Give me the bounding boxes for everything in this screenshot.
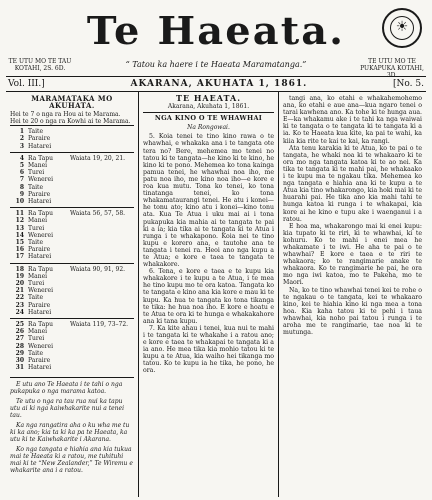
calendar-days	[10, 210, 70, 260]
calendar-day-name: Ra Tapu	[28, 265, 53, 273]
calendar-day-number: 7	[19, 176, 24, 184]
calendar-day-name: Hatarei	[28, 198, 52, 206]
calendar-day-number: 3	[19, 142, 24, 150]
calendar-day-number: 27	[15, 335, 24, 343]
newspaper-title: Te Haeata.	[86, 8, 346, 53]
calendar-day	[10, 364, 70, 371]
section-date: Akarana, Akuhata 1, 1861.	[167, 103, 250, 111]
article-title: NGA KINO O TE WHAWHAI	[154, 114, 263, 123]
calendar-day-number: 9	[19, 190, 24, 198]
calendar-reading: Waiata 56, 57, 58.	[70, 210, 126, 218]
article-paragraph: 7. Ka kite ahau i tenei, kua nui te mahi i te tangata ki te whakahe i a ratou ano; e kore e taea te whakapai te tangata ki a ia ano. He mea tika kia mohio tatou ki te kupu a te Atua, kia waiho hei tikanga mo tatou. Ko te kupu ia he tika, he pono, he ora.	[143, 324, 274, 375]
seal-emblem	[382, 8, 422, 48]
subscription-price-note: TE UTU MO TE TAU KOTAHI, 2S. 6D.	[8, 58, 72, 72]
calendar-day-number: 6	[19, 169, 24, 177]
calendar-day-number: 30	[15, 357, 24, 365]
calendar-day-name: Taite	[28, 349, 43, 357]
calendar-day-number: 21	[15, 287, 24, 295]
calendar-reading: Waiata 119, 73–72.	[70, 321, 129, 329]
issue-number: [No. 5.	[393, 79, 424, 89]
calendar-day	[10, 253, 70, 260]
calendar-week	[10, 125, 134, 152]
calendar-reading: Waiata 90, 91, 92.	[70, 265, 126, 273]
volume-label: Vol. III.]	[8, 79, 45, 89]
calendar-day	[10, 266, 70, 273]
page-columns	[6, 92, 426, 497]
issue-date: AKARANA, AKUHATA 1, 1861.	[130, 79, 308, 89]
calendar-day	[10, 239, 70, 246]
calendar-day-number: 14	[15, 231, 24, 239]
calendar-day-number: 8	[19, 183, 24, 191]
article-paragraph: 6. Tena, e kore e taea e te kupu kia whakakore i te kupu a te Atua, i te mea he tino kupu mo te ora katoa. Tangata ko te tangata e kino ana kia kore e mau ki te kupu. Ka hua te tangata ko tona tikanga te tika: he hua noa iho. E kore e hoatu e te Atua te ora ki te hunga e whakakahore ana ki tana kupu.	[143, 268, 274, 325]
calendar-day-number: 12	[15, 217, 24, 225]
motto: “ Tatou ka haere i te Haeata Maramatanga.”	[125, 60, 307, 69]
calendar-day-name: Manei	[28, 162, 48, 169]
calendar-day	[10, 343, 70, 350]
calendar-day-number: 19	[15, 272, 24, 280]
calendar-day-name: Ra Tapu	[28, 210, 53, 218]
calendar-day-number: 20	[15, 280, 24, 288]
calendar-day	[10, 321, 70, 328]
calendar-day-number: 4	[19, 154, 24, 162]
article-paragraph: Ata tenu karakia ki te Atua, ko te pai o te tangata, he whaki noa ki te whakaaro ki te ora mo nga tangata katoa ki te ao nei. Ka tika te tangata ki te mahi pai, he whakaako i te kupu ma te ngakau tika. Mehemea ko nga tangata e hiahia ana ki te kupu a te Atua kia tino whakarongo, kia hoki mai ki te huarahi pai. He tika ano kia mahi tahi te hunga katoa ki runga i te whakapai, kia kore ai he kino e tupu ake i waenganui i a ratou.	[283, 144, 422, 223]
calendar-day	[10, 294, 70, 301]
calendar-day-name: Paraire	[28, 135, 51, 143]
calendar-day-number: 1	[19, 128, 24, 136]
article-column-left	[139, 92, 279, 497]
section-title: TE HAEATA.	[176, 93, 241, 103]
calendar-day-number: 13	[15, 224, 24, 232]
calendar-day	[10, 169, 70, 176]
calendar-day-number: 29	[15, 349, 24, 357]
calendar-week	[10, 152, 134, 207]
calendar-day	[10, 128, 70, 135]
calendar-day-name: Paraire	[28, 190, 51, 198]
calendar-day-number: 28	[15, 342, 24, 350]
calendar-reading	[70, 128, 134, 150]
publication-note: Ka nga rangatira aha o ku wha me tu ki ka ano; kia ta ki ka pa te Haeata, ka utu ki te Kaiwhakarite i Akarana.	[10, 422, 130, 444]
calendar-day-number: 22	[15, 294, 24, 302]
calendar-day-name: Paraire	[28, 246, 51, 254]
calendar-day-name: Wenerei	[28, 342, 53, 350]
calendar-moon-note: Hei te 20 o nga ra Kowhi ai te Marama.	[10, 118, 131, 126]
calendar-day-number: 23	[15, 301, 24, 309]
single-copy-price-note: TE UTU MO TE PUKAPUKA KOTAHI, 3D.	[360, 58, 424, 79]
calendar-day	[10, 198, 70, 205]
calendar-week	[10, 318, 134, 373]
calendar-day	[10, 162, 70, 169]
calendar-day-name: Taite	[28, 183, 43, 191]
calendar-day-name: Wenerei	[28, 287, 53, 295]
publication-note: Ko nga tangata e hiahia ana kia tukua mai te Haeata ki a ratou, me tuhituhi mai ki te “New Zealander,” Te Wiremu e whakarite ana i a ratou.	[10, 446, 133, 475]
calendar-day	[10, 273, 70, 280]
calendar-reading: Waiata 19, 20, 21.	[70, 154, 126, 162]
calendar-day-name: Ra Tapu	[28, 321, 53, 329]
calendar-day-name: Ra Tapu	[28, 154, 53, 162]
calendar-day-name: Manei	[28, 272, 48, 280]
calendar-day-number: 2	[19, 135, 24, 143]
calendar-day	[10, 309, 70, 316]
calendar-days	[10, 266, 70, 316]
calendar-day	[10, 246, 70, 253]
calendar-day-name: Turei	[28, 224, 45, 232]
calendar-column	[6, 92, 139, 497]
calendar-day-name: Turei	[28, 280, 45, 288]
calendar-day	[10, 302, 70, 309]
calendar-day-number: 5	[19, 162, 24, 169]
calendar-day	[10, 143, 70, 150]
calendar-day-name: Manei	[28, 217, 48, 225]
calendar-day-name: Taite	[28, 294, 43, 302]
dateline	[6, 77, 426, 91]
calendar-day	[10, 176, 70, 183]
calendar-day	[10, 135, 70, 142]
article-paragraph: E hoa ma, whakarongo mai ki enei kupu: kia tupato ki te riri, ki te whawhai, ki te kohuru. Ko te mahi i enei mea he whakamate i te iwi. He aha te pai o te whawhai? E kore e taea e te riri te whakaora; ko te rangimarie anake te whakaora. Ko te rangimarie he pai, he ora mo nga iwi katoa, mo te Pakeha, mo te Maori.	[283, 222, 422, 287]
calendar-weeks	[10, 125, 134, 373]
calendar-day-name: Hatarei	[28, 308, 52, 316]
calendar-day-name: Turei	[28, 335, 45, 343]
calendar-day-name: Taite	[28, 128, 43, 136]
calendar-day	[10, 155, 70, 162]
calendar-day-number: 24	[15, 308, 24, 316]
calendar-day	[10, 210, 70, 217]
calendar-day-number: 18	[15, 265, 24, 273]
publication-notes	[10, 377, 134, 474]
publication-note: Te utu o nga ra tau rua nui ka tapu utu ai ki nga kaiwhakarite nui a tenei tau.	[10, 398, 125, 420]
calendar-day-name: Paraire	[28, 301, 51, 309]
calendar-day-number: 31	[15, 364, 24, 372]
calendar-day	[10, 184, 70, 191]
calendar-day-name: Manei	[28, 328, 48, 336]
calendar-day-number: 25	[15, 321, 24, 329]
calendar-day	[10, 280, 70, 287]
article-byline: Na Rongowai.	[187, 124, 230, 132]
calendar-day-number: 15	[15, 239, 24, 247]
calendar-days	[10, 321, 70, 371]
calendar-day-name: Paraire	[28, 357, 51, 365]
calendar-day-number: 16	[15, 246, 24, 254]
calendar-day	[10, 335, 70, 342]
calendar-day-name: Turei	[28, 169, 45, 177]
calendar-day-number: 11	[15, 210, 24, 218]
publication-note: E utu ano Te Haeata i te tahi o nga pukapuka o nga marama katoa.	[10, 381, 123, 396]
article-body-right	[283, 95, 422, 336]
calendar-day	[10, 287, 70, 294]
calendar-week	[10, 263, 134, 318]
calendar-day	[10, 232, 70, 239]
calendar-day	[10, 328, 70, 335]
calendar-moon-note: Hei te 7 o nga ra Hou ai te Marama.	[10, 111, 121, 119]
calendar-day-name: Wenerei	[28, 176, 53, 184]
article-paragraph: Na, ko te tino whawhai tenei kei te rohe o te ngakau o te tangata, kei te whakaaro kino, kei te hiahia kino ki nga mea a tona hoa. Kia kaha tatou ki te pehi i taua whawhai, kia noho pai tatou i runga i te aroha me te rangimarie, tae noa ki te mutunga.	[283, 286, 422, 337]
calendar-day-name: Hatarei	[28, 253, 52, 261]
article-column-right	[279, 92, 426, 497]
calendar-title: MARAMATAKA MO AKUHATA.	[31, 94, 113, 111]
calendar-day-name: Taite	[28, 239, 43, 247]
article-paragraph: 5. Koia tenei te tino kino rawa o te whawhai, e whakaka ana i te tangata ote tera no? Bere, mehemea mo tenei no tatou ki te tangata—he kino ki te kino, he kino ki te pono. Mehemea ko tona kainga pamua tenei, he whawhai noa iho, me patu noa iho, me kino noa iho—e kore e roa kua mutu. Tona ko tenei, ko tona tinatanga tenei, ko tona whakamataurangi tenei. He atu i konei—he tonu ato; kino atu i konei—kino tonu ata. Kua Te Atua i uku mai ai i tona pukapuka kia mahia ai te tangata te pai ki a ia; kia tika ai te tangata ki te Atua i runga i te whakapono. Koia nei te tino kupu e korero ana, e tautohe ana te tangata i tenei ra. Heoi ano nga kupu a te Atua; e kore e taea te tangata te whakakore.	[143, 133, 274, 269]
section-rule	[143, 112, 274, 113]
calendar-day	[10, 350, 70, 357]
calendar-day	[10, 225, 70, 232]
calendar-days	[10, 155, 70, 205]
calendar-day	[10, 191, 70, 198]
calendar-day-name: Hatarei	[28, 142, 52, 150]
calendar-days	[10, 128, 70, 150]
masthead	[6, 6, 426, 79]
calendar-day	[10, 357, 70, 364]
calendar-day-number: 10	[15, 198, 24, 206]
calendar-day	[10, 217, 70, 224]
article-body-left	[143, 133, 274, 374]
article-paragraph: tangi ana, ko etahi e whakahemohemo ana, ko etahi e aue ana—kua ngaro tenei o tarai kawhena ano. Ka tohe ki te hunga aua. E—ka whakamu ake i te tahi ka nga waiwai ki te tangata o te tangata ki te tangata ki a ia. Ko te Haeata kua kite, ka pai te wahi, ka kiia kia rite te kai te kai, ka rangi.	[283, 95, 422, 145]
calendar-week	[10, 207, 134, 262]
calendar-day-name: Hatarei	[28, 364, 52, 372]
calendar-day-name: Wenerei	[28, 231, 53, 239]
calendar-day-number: 26	[15, 328, 24, 336]
calendar-day-number: 17	[15, 253, 24, 261]
